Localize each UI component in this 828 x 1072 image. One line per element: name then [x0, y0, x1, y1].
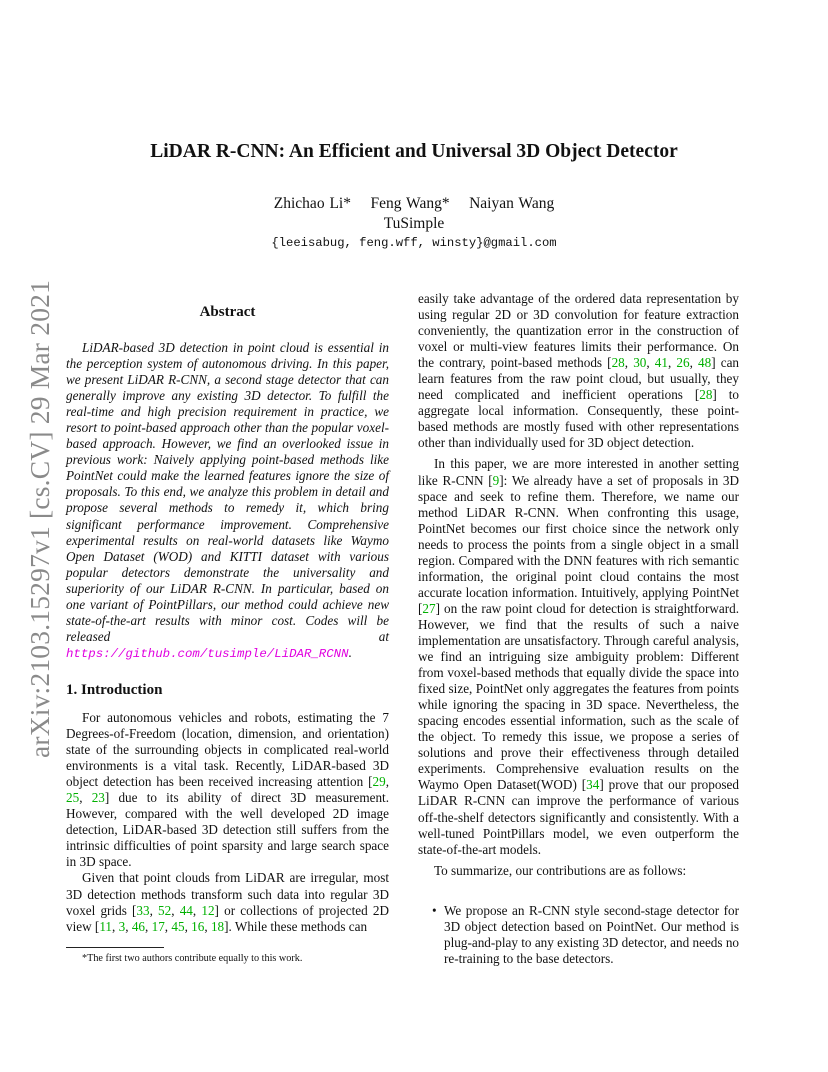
citation-link[interactable]: 27: [422, 600, 436, 616]
author-list: Zhichao Li* Feng Wang* Naiyan Wang: [273, 195, 555, 212]
bullet-icon: •: [432, 903, 437, 918]
citation-link[interactable]: 23: [91, 790, 105, 806]
citation-link[interactable]: 18: [210, 918, 225, 934]
paper-title: LiDAR R-CNN: An Efficient and Universal 3D Object Detector: [150, 141, 678, 162]
right-column-body: [418, 291, 739, 879]
right-paragraph-1: easily take advantage of the ordered data representation by using regular 2D or 3D convolution for feature extraction conveniently, the quantization error in the construction of voxel or multi-view features limits their performance. On the contrary, point-based methods [28, 30, 41, 26, 48] can learn features from the raw point cloud, but usually, they need complicated and inefficient operations [28] to aggregate local information. Consequently, these point-based methods are mostly fused with other representations other than individually used for 3D object detection.: [418, 291, 740, 451]
abstract-text: LiDAR-based 3D detection in point cloud is essential in the perception system of autonomous driving. In this paper, we present LiDAR R-CNN, a second stage detector that can generally improve any existing 3D detector. To fulfill the real-time and high precision requirement in practice, we resort to point-based approach other than the popular voxel-based approach. However, we find an overlooked issue in previous work: Naively applying point-based methods like PointNet could make the learned features ignore the size of proposals. To this end, we analyze this problem in detail and propose several methods to remedy it, which bring significant performance improvement. Comprehensive experimental results on real-world datasets like Waymo Open Dataset (WOD) and KITTI dataset with various popular detectors demonstrate the universality and superiority of our LiDAR R-CNN. In particular, based on one variant of PointPillars, our method could achieve new state-of-the-art results with minor cost. Codes will be released at: [66, 340, 389, 644]
citation-link[interactable]: 41: [654, 355, 668, 371]
footnote: *The first two authors contribute equally to this work.: [82, 953, 303, 964]
citation-link[interactable]: 9: [492, 472, 500, 488]
contributions-list: [418, 903, 739, 967]
introduction-body: [66, 710, 389, 935]
citation-link[interactable]: 3: [118, 918, 126, 934]
citation-link[interactable]: 34: [586, 777, 600, 793]
affiliation: TuSimple: [383, 215, 445, 232]
citation-link[interactable]: 16: [191, 918, 205, 934]
citation-link[interactable]: 48: [698, 355, 712, 371]
citation-link[interactable]: 33: [136, 902, 150, 918]
intro-paragraph-2: Given that point clouds from LiDAR are irregular, most 3D detection methods transform such data into regular 3D voxel grids [33, 52, 44, 12] or collections of projected 2D view [11, 3, 46, 17, 45, 16, 18]. While these methods can: [66, 870, 390, 934]
footnote-rule: [66, 947, 164, 948]
citation-link[interactable]: 46: [131, 918, 145, 934]
citation-link[interactable]: 28: [611, 355, 625, 371]
abstract-period: .: [348, 644, 352, 660]
introduction-heading: 1. Introduction: [66, 682, 163, 698]
list-item: • We propose an R-CNN style second-stage detector for 3D object detection based on PointNet. Our method is plug-and-play to any existing 3D detector, and needs no re-training to the base detectors.: [432, 903, 740, 967]
citation-link[interactable]: 44: [179, 902, 193, 918]
arxiv-sidebar-identifier: [18, 279, 62, 759]
author-emails: {leeisabug, feng.wff, winsty}@gmail.com: [271, 236, 557, 250]
citation-link[interactable]: 28: [699, 387, 713, 403]
citation-link[interactable]: 26: [676, 355, 690, 371]
right-paragraph-3: To summarize, our contributions are as follows:: [434, 862, 687, 878]
citation-link[interactable]: 45: [171, 918, 185, 934]
citation-link[interactable]: 29: [372, 774, 386, 790]
arxiv-id-text: arXiv:2103.15297v1 [cs.CV] 29 Mar 2021: [24, 279, 55, 759]
code-url-link[interactable]: https://github.com/tusimple/LiDAR_RCNN: [66, 646, 349, 661]
citation-link[interactable]: 11: [99, 918, 113, 934]
citation-link[interactable]: 52: [158, 902, 172, 918]
right-paragraph-2: In this paper, we are more interested in another setting like R-CNN [9]: We already have a set of proposals in 3D space and seek to refine them. Therefore, we name our method LiDAR R-CNN. When confronting this usage, PointNet becomes our first choice since the network only needs to process the points from a single object in a small region. Compared with the DNN features with rich semantic information, the original point cloud contains the most accurate location information. Intuitively, applying PointNet [27] on the raw point cloud for detection is straightforward. However, we find that the results of such a naive implementation are unsatisfactory. Through careful analysis, we find an intriguing size ambiguity problem: Different from voxel-based methods that equally divide the space into fixed size, PointNet only aggregates the features from points while ignoring the spacing in 3D space. Nevertheless, the spacing encodes essential information, such as the scale of the object. To remedy this issue, we propose a series of solutions and prove their effectiveness through detailed experiments. Comprehensive evaluation results on the Waymo Open Dataset(WOD) [34] prove that our proposed LiDAR R-CNN can improve the performance of various off-the-shelf detectors significantly and consistently. With a well-tuned PointPillars model, we even outperform the state-of-the-art models.: [418, 456, 740, 857]
citation-link[interactable]: 25: [66, 790, 80, 806]
abstract-body: [66, 340, 389, 662]
intro-paragraph-1: For autonomous vehicles and robots, estimating the 7 Degrees-of-Freedom (location, dimension, and orientation) state of the surrounding objects in complicated real-world environments is a vital task. Recently, LiDAR-based 3D object detection has been received increasing attention [29, 25, 23] due to its ability of direct 3D measurement. However, compared with the well developed 2D image detection, LiDAR-based 3D detection still suffers from the intrinsic difficulties of point sparsity and large search space in 3D space.: [66, 710, 389, 870]
citation-link[interactable]: 12: [201, 902, 215, 918]
citation-link[interactable]: 30: [633, 355, 647, 371]
citation-link[interactable]: 17: [151, 918, 165, 934]
abstract-heading: Abstract: [199, 304, 256, 320]
